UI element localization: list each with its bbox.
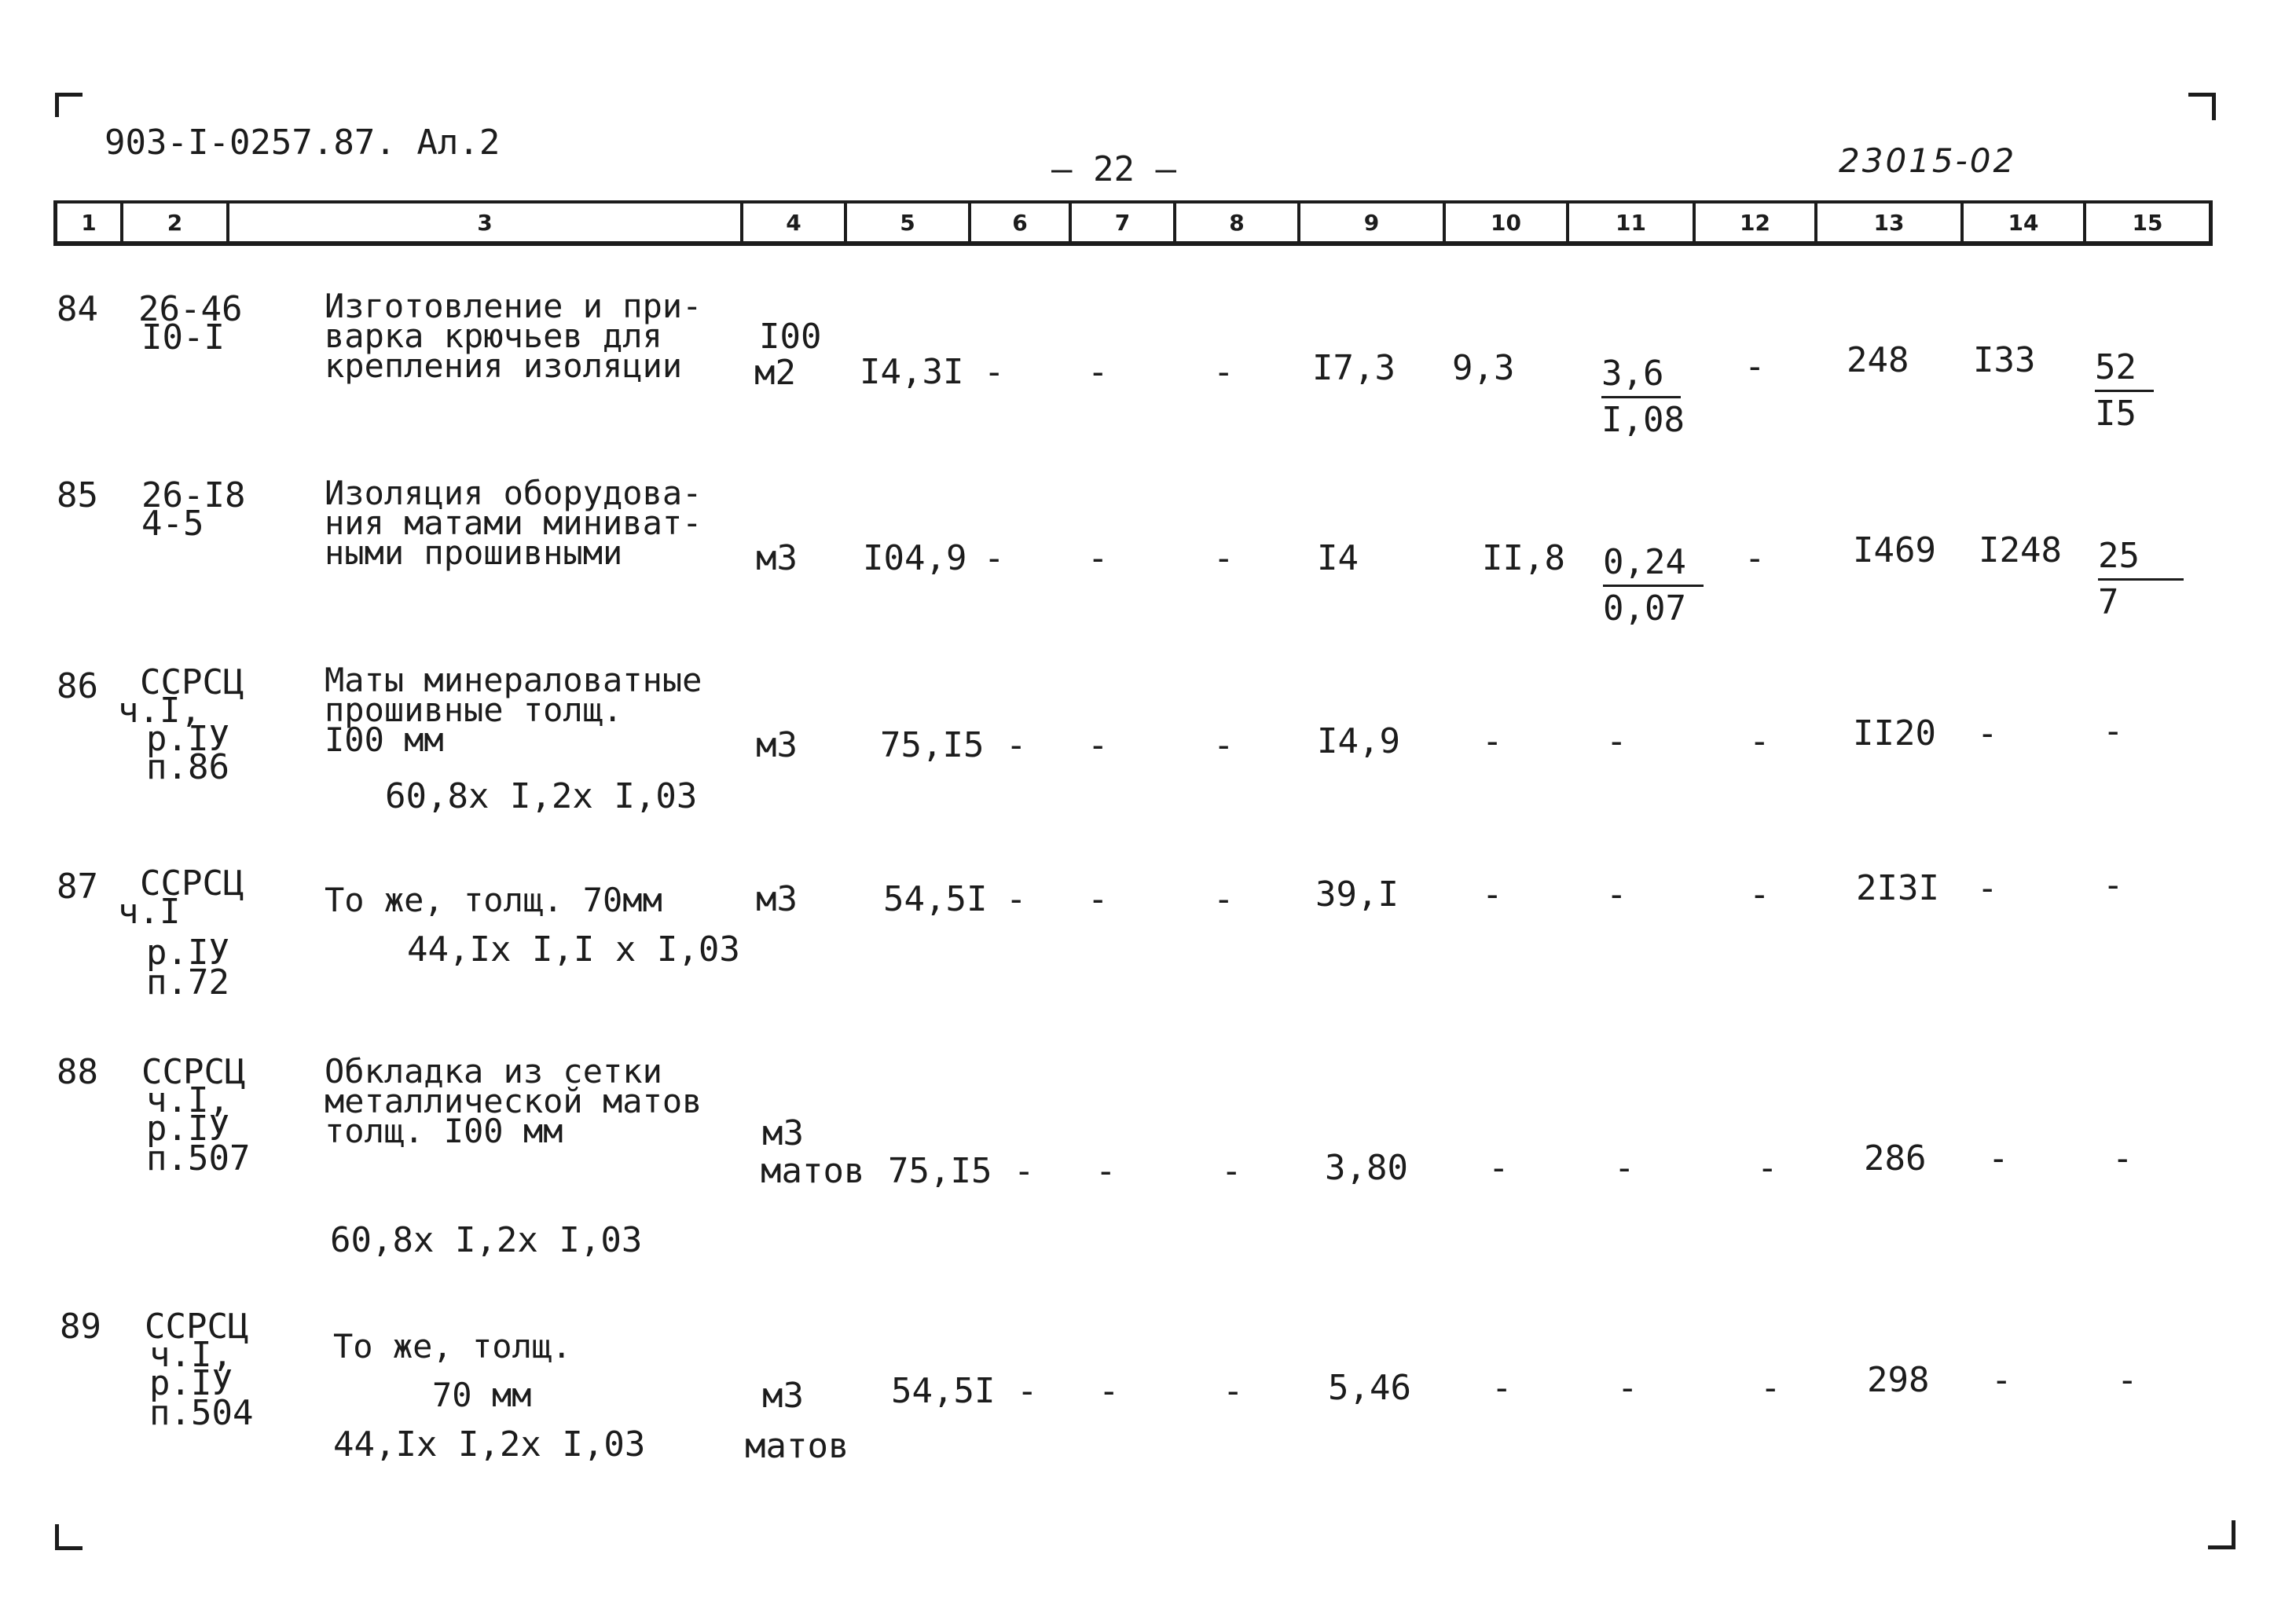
cell-c12: - [1760, 1368, 1781, 1408]
corner-mark-top-left [55, 93, 83, 117]
column-number-1: 1 [81, 209, 97, 236]
basis-line: п.507 [146, 1138, 251, 1179]
basis-line: 26-46 [138, 289, 243, 329]
corner-mark-bottom-right [2208, 1520, 2235, 1549]
unit-line: м3 [756, 725, 798, 765]
cell-c13: I469 [1853, 530, 1936, 570]
cell-c8: - [1221, 1151, 1242, 1191]
unit-line: матов [761, 1151, 865, 1191]
column-number-5: 5 [844, 203, 968, 241]
cell-c13: II20 [1853, 713, 1936, 753]
fraction-numerator: 0,24 [1603, 541, 1704, 587]
description-line: Изготовление и при- [325, 287, 702, 325]
fraction-denominator: I,08 [1601, 400, 1685, 440]
cell-c14: - [1988, 1138, 2009, 1179]
cell-c10: - [1482, 721, 1503, 761]
cell-c14: I248 [1979, 530, 2062, 570]
description-line: То же, толщ. 70мм [325, 881, 662, 919]
row-number: 84 [57, 289, 98, 329]
basis-line: п.504 [149, 1393, 254, 1433]
description-line: металлической матов [325, 1082, 702, 1120]
column-number-7: 7 [1069, 203, 1173, 241]
basis-line: ч.I [118, 892, 181, 932]
fraction-numerator: 52 [2095, 346, 2154, 392]
fraction-denominator: 0,07 [1603, 588, 1686, 629]
cell-c10: II,8 [1482, 538, 1565, 578]
basis-line: п.72 [146, 962, 229, 1003]
description-line: Изоляция оборудова- [325, 474, 702, 512]
cell-c14: I33 [1973, 340, 2036, 380]
cell-c10: - [1488, 1148, 1509, 1188]
page-number: — 22 — [1051, 149, 1176, 189]
cell-c13: 2I3I [1856, 868, 1939, 908]
unit-line: м3 [756, 538, 798, 578]
cell-c6: - [1006, 725, 1027, 765]
cell-c7: - [1098, 1371, 1120, 1411]
cell-c6: - [1014, 1151, 1035, 1191]
basis-line: р.IУ [146, 719, 229, 759]
cell-c13: 298 [1867, 1360, 1930, 1400]
unit-line: матов [745, 1426, 849, 1466]
description-line: То же, толщ. [333, 1327, 572, 1366]
column-number-2: 2 [120, 203, 226, 241]
basis-line: ССРСЦ [140, 863, 244, 904]
row-number: 86 [57, 666, 98, 706]
cell-c7: - [1095, 1151, 1117, 1191]
cell-c11-fraction [1603, 541, 1704, 631]
column-number-3: 3 [226, 203, 740, 241]
cell-c13: 286 [1864, 1138, 1927, 1179]
cell-c6: - [1006, 879, 1027, 919]
document-code: 903-I-0257.87. Ал.2 [105, 123, 501, 163]
fraction-numerator: 25 [2098, 534, 2184, 581]
inventory-number: 23015-02 [1839, 141, 2017, 180]
cell-c8: - [1213, 538, 1234, 578]
cell-c11-fraction [1601, 352, 1685, 442]
cell-c13: 248 [1847, 340, 1909, 380]
unit-line: м3 [762, 1113, 804, 1153]
cell-c6: - [984, 352, 1005, 392]
column-number-6: 6 [968, 203, 1069, 241]
cell-c9: 3,80 [1325, 1148, 1408, 1188]
basis-line: р.IУ [146, 933, 229, 973]
row-number: 89 [60, 1307, 101, 1347]
cell-c9: I7,3 [1312, 348, 1396, 388]
column-number-12: 12 [1693, 203, 1814, 241]
description-line: прошивные толщ. [325, 691, 623, 729]
description-line: Маты минераловатные [325, 661, 702, 699]
cell-c8: - [1223, 1371, 1244, 1411]
cell-c5: I04,9 [863, 538, 967, 578]
formula: 60,8х I,2х I,03 [330, 1220, 643, 1260]
cell-c9: I4 [1317, 538, 1359, 578]
fraction-denominator: 7 [2098, 582, 2119, 622]
description-line: ния матами миниват- [325, 504, 702, 542]
cell-c10: - [1491, 1368, 1513, 1408]
corner-mark-bottom-left [55, 1524, 83, 1550]
cell-c9: I4,9 [1317, 721, 1400, 761]
column-number-4: 4 [740, 203, 844, 241]
fraction-numerator: 3,6 [1601, 352, 1681, 398]
cell-c7: - [1087, 879, 1109, 919]
cell-c14: - [1977, 868, 1998, 908]
cell-c8: - [1213, 725, 1234, 765]
basis-line: п.86 [146, 747, 229, 787]
cell-c15: - [2103, 711, 2124, 751]
description-line: ными прошивными [325, 533, 623, 572]
cell-c8: - [1213, 879, 1234, 919]
basis-line: ч.I, [146, 1080, 229, 1120]
row-number: 88 [57, 1052, 98, 1092]
cell-c11: - [1606, 721, 1627, 761]
cell-c14: - [1991, 1360, 2012, 1400]
cell-c15: - [2112, 1138, 2133, 1179]
formula: 44,Iх I,2х I,03 [333, 1424, 646, 1465]
cell-c12: - [1757, 1148, 1778, 1188]
unit-line: м3 [756, 879, 798, 919]
basis-line: ССРСЦ [141, 1052, 246, 1092]
cell-c11: - [1617, 1368, 1638, 1408]
cell-c7: - [1087, 352, 1109, 392]
cell-c7: - [1087, 538, 1109, 578]
column-number-8: 8 [1173, 203, 1297, 241]
row-number: 87 [57, 867, 98, 907]
column-number-13: 13 [1814, 203, 1960, 241]
column-number-bar [53, 200, 2213, 246]
cell-c5: 75,I5 [888, 1151, 992, 1191]
description-line: толщ. I00 мм [325, 1112, 563, 1150]
cell-c10: 9,3 [1452, 348, 1515, 388]
cell-c6: - [1017, 1371, 1038, 1411]
basis-line: р.IУ [149, 1363, 233, 1403]
unit-line: I00 [759, 317, 822, 357]
column-number-15: 15 [2083, 203, 2209, 241]
cell-c5: 75,I5 [880, 725, 985, 765]
corner-mark-top-right [2188, 93, 2216, 120]
description-line: варка крючьев для [325, 317, 662, 355]
cell-c9: 5,46 [1328, 1368, 1411, 1408]
column-number-10: 10 [1443, 203, 1566, 241]
row-number: 85 [57, 475, 98, 515]
cell-c11: - [1606, 874, 1627, 915]
cell-c8: - [1213, 352, 1234, 392]
cell-c12: - [1749, 721, 1770, 761]
cell-c12: - [1744, 346, 1766, 387]
column-number-9: 9 [1297, 203, 1443, 241]
formula: 44,Iх I,I х I,03 [407, 929, 740, 970]
cell-c6: - [984, 538, 1005, 578]
fraction-denominator: I5 [2095, 394, 2136, 434]
cell-c12: - [1744, 538, 1766, 578]
basis-line: р.IУ [146, 1109, 229, 1149]
cell-c10: - [1482, 874, 1503, 915]
description-line: I00 мм [325, 720, 444, 759]
cell-c15-fraction [2098, 534, 2184, 625]
description-line: Обкладка из сетки [325, 1052, 662, 1091]
cell-c12: - [1749, 874, 1770, 915]
cell-c14: - [1977, 713, 1998, 753]
cell-c5: 54,5I [891, 1371, 996, 1411]
basis-line: ч.I, [149, 1335, 233, 1375]
unit-line: м2 [754, 353, 796, 393]
cell-c9: 39,I [1315, 874, 1399, 915]
cell-c5: I4,3I [860, 352, 964, 392]
basis-line: 26-I8 [141, 475, 246, 515]
basis-line: ССРСЦ [140, 662, 244, 702]
basis-line: I0-I [141, 317, 225, 357]
basis-line: ч.I, [118, 691, 201, 731]
cell-c15: - [2117, 1360, 2138, 1400]
formula: 60,8х I,2х I,03 [385, 776, 698, 816]
basis-line: 4-5 [141, 504, 204, 544]
column-number-14: 14 [1960, 203, 2083, 241]
unit-line: м3 [762, 1376, 804, 1416]
basis-line: ССРСЦ [145, 1307, 249, 1347]
description-line: 70 мм [432, 1376, 532, 1414]
cell-c5: 54,5I [883, 879, 988, 919]
cell-c15-fraction [2095, 346, 2154, 436]
cell-c11: - [1614, 1148, 1635, 1188]
cell-c7: - [1087, 725, 1109, 765]
cell-c15: - [2103, 865, 2124, 905]
column-number-11: 11 [1566, 203, 1693, 241]
description-line: крепления изоляции [325, 346, 683, 385]
